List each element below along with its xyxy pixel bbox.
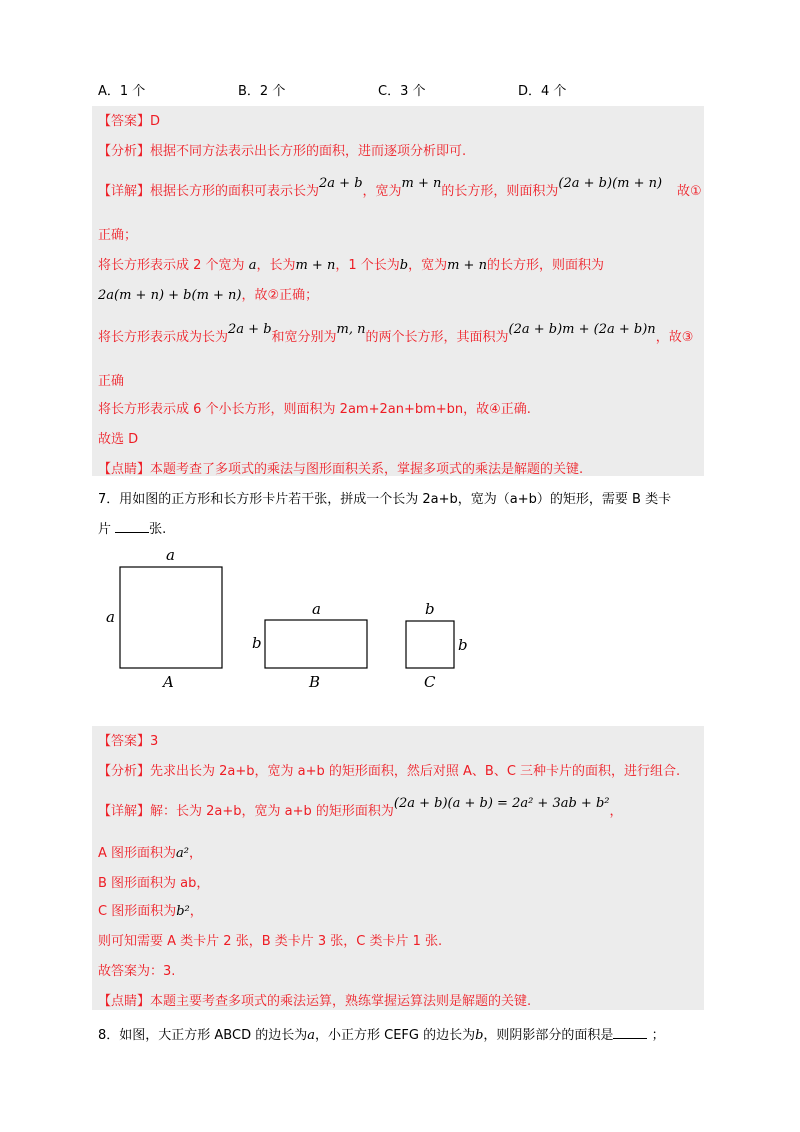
q7-detail-line2: A 图形面积为a²， bbox=[98, 846, 203, 861]
q7-detail-line4: C 图形面积为b²， bbox=[98, 904, 203, 919]
card-c-right-label: b bbox=[458, 636, 468, 654]
card-c-top-label: b bbox=[425, 600, 435, 618]
card-b-name: B bbox=[309, 673, 321, 691]
q6-detail-line4: 2a(m + n) + b(m + n)，故②正确； bbox=[98, 288, 319, 303]
q6-analysis: 【分析】根据不同方法表示出长方形的面积，进而逐项分析即可. bbox=[98, 144, 467, 159]
q6-detail-line1-end: 故① bbox=[677, 184, 702, 199]
q6-detail-line1: 【详解】根据长方形的面积可表示长为2a + b，宽为m + n的长方形，则面积为(2a + b)(m + n) bbox=[98, 176, 663, 199]
q6-choose: 故选 D bbox=[98, 432, 139, 447]
q7-detail-line6: 故答案为：3. bbox=[98, 964, 176, 979]
q7-detail-line5: 则可知需要 A 类卡片 2 张，B 类卡片 3 张，C 类卡片 1 张. bbox=[98, 934, 443, 949]
q7-detail-line1: 【详解】解：长为 2a+b，宽为 a+b 的矩形面积为(2a + b)(a + b) = 2a² + 3ab + b²， bbox=[98, 796, 623, 819]
q6-answer: 【答案】D bbox=[98, 114, 161, 129]
q7-answer-blank bbox=[115, 520, 149, 533]
card-c-square bbox=[406, 621, 454, 668]
q6-detail-line3: 将长方形表示成 2 个宽为 a，长为m + n，1 个长为b，宽为m + n的长方形，则面积为 bbox=[98, 258, 604, 273]
card-b-rectangle bbox=[265, 620, 367, 668]
option-b: B．2 个 bbox=[238, 84, 286, 99]
q7-stem-line1: 7．用如图的正方形和长方形卡片若干张，拼成一个长为 2a+b，宽为（a+b）的矩形，需要 B 类卡 bbox=[98, 492, 672, 507]
card-a-name: A bbox=[163, 673, 174, 691]
q8-answer-blank bbox=[613, 1026, 647, 1039]
option-d: D．4 个 bbox=[518, 84, 567, 99]
q6-detail-line2: 正确； bbox=[98, 228, 138, 243]
q7-stem-line2: 片 张. bbox=[98, 522, 167, 537]
card-a-top-label: a bbox=[166, 546, 175, 564]
q6-comment: 【点睛】本题考查了多项式的乘法与图形面积关系，掌握多项式的乘法是解题的关键. bbox=[98, 462, 584, 477]
q7-analysis: 【分析】先求出长为 2a+b，宽为 a+b 的矩形面积，然后对照 A、B、C 三种卡片的面积，进行组合. bbox=[98, 764, 681, 779]
q7-figure bbox=[98, 545, 498, 695]
q7-detail-line3: B 图形面积为 ab， bbox=[98, 876, 210, 891]
q8-stem: 8．如图，大正方形 ABCD 的边长为a，小正方形 CEFG 的边长为b，则阴影部分的面积是 ； bbox=[98, 1028, 665, 1043]
card-b-top-label: a bbox=[312, 600, 321, 618]
q7-comment: 【点睛】本题主要考查多项式的乘法运算，熟练掌握运算法则是解题的关键. bbox=[98, 994, 532, 1009]
card-a-square bbox=[120, 567, 222, 668]
card-c-name: C bbox=[424, 673, 436, 691]
q7-answer: 【答案】3 bbox=[98, 734, 159, 749]
q6-detail-line7: 将长方形表示成 6 个小长方形，则面积为 2am+2an+bm+bn，故④正确. bbox=[98, 402, 531, 417]
option-a: A．1 个 bbox=[98, 84, 146, 99]
option-c: C．3 个 bbox=[378, 84, 426, 99]
card-a-left-label: a bbox=[106, 608, 115, 626]
q6-detail-line6: 正确 bbox=[98, 374, 125, 389]
q6-detail-line5: 将长方形表示成为长为2a + b和宽分别为m, n的两个长方形，其面积为(2a + b)m + (2a + b)n，故③ bbox=[98, 322, 694, 345]
card-b-left-label: b bbox=[252, 634, 262, 652]
